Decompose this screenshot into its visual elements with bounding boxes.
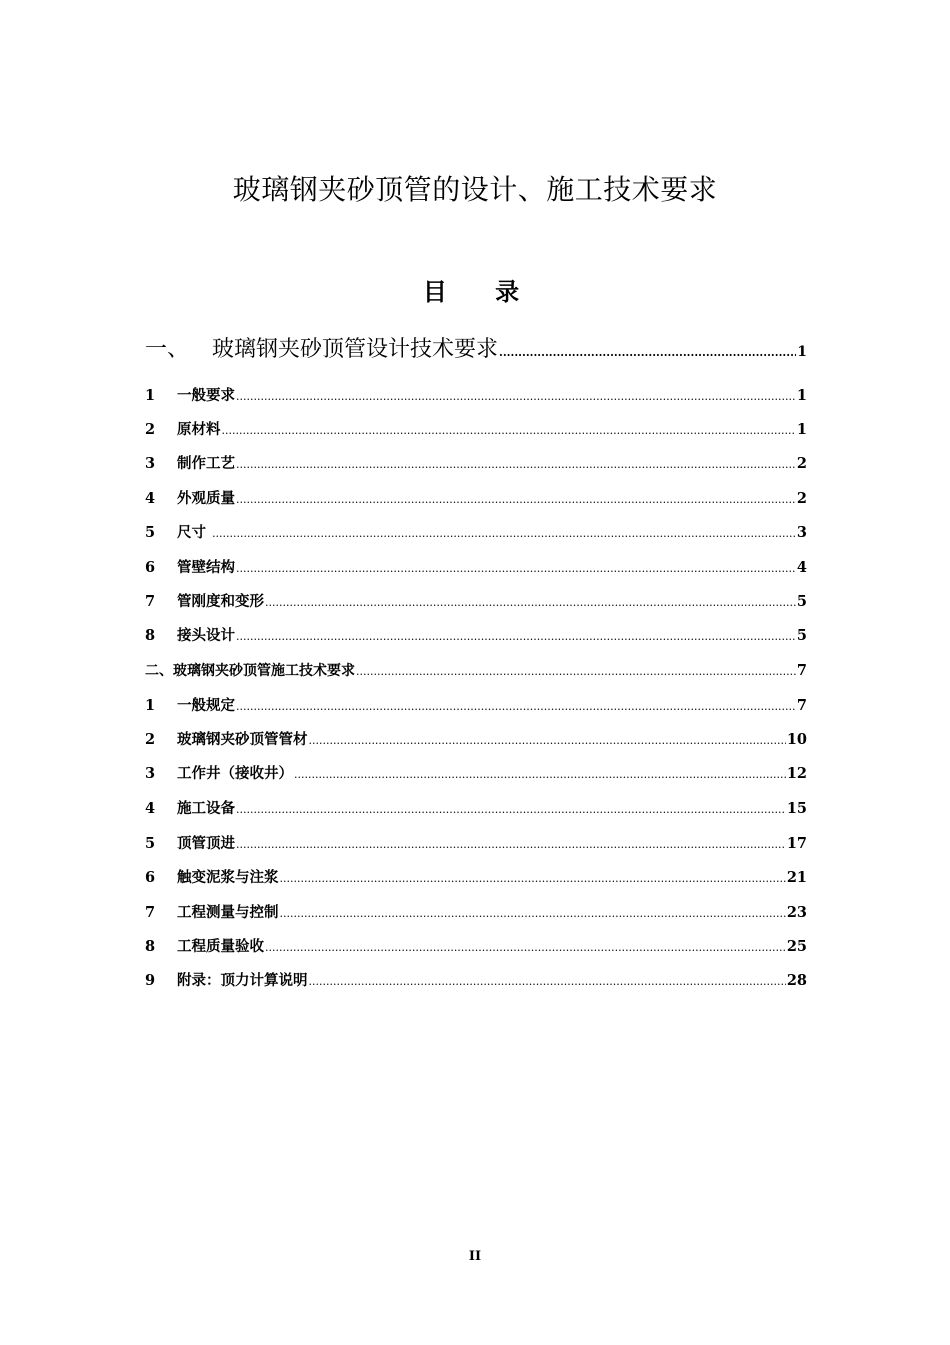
toc-entry-page: 7 [796, 697, 807, 714]
toc-entry-number: 1 [145, 387, 156, 404]
toc-entry-label: 工作井（接收井） [177, 765, 293, 782]
document-title: 玻璃钢夹砂顶管的设计、施工技术要求 [232, 173, 718, 206]
toc-entry[interactable] [145, 799, 807, 820]
toc-entry-page: 28 [786, 972, 807, 989]
toc-entry-label: 触变泥浆与注浆 [177, 869, 279, 886]
toc-entry[interactable] [145, 489, 807, 510]
toc-entry[interactable] [145, 868, 807, 889]
toc-entry-page: 1 [796, 421, 807, 438]
toc-entry[interactable] [145, 834, 807, 855]
toc-entry-number: 3 [145, 765, 156, 782]
toc-entry-label: 一般规定 [177, 697, 235, 714]
toc-entry-number: 8 [145, 627, 156, 644]
toc-entry-page: 3 [796, 524, 807, 541]
toc-entry-page: 2 [796, 455, 807, 472]
toc-entry-label: 施工设备 [177, 800, 235, 817]
toc-entry[interactable] [145, 696, 807, 717]
toc-entry-number: 6 [145, 559, 156, 576]
toc-entry-page: 7 [796, 662, 807, 679]
toc-entry-page: 5 [796, 593, 807, 610]
toc-entry-label: 尺寸 [177, 524, 212, 541]
toc-leader-dots [236, 835, 786, 855]
toc-entry-number: 5 [145, 524, 156, 541]
toc-leader-dots [499, 339, 796, 367]
toc-entry[interactable] [145, 336, 807, 367]
toc-leader-dots [280, 869, 786, 889]
toc-entry-label: 管壁结构 [177, 559, 235, 576]
toc-entry-page: 1 [797, 344, 807, 360]
toc-entry-label: 玻璃钢夹砂顶管管材 [177, 731, 308, 748]
toc-entry[interactable] [145, 454, 807, 475]
toc-entry-label: 玻璃钢夹砂顶管设计技术要求 [212, 337, 499, 362]
toc-entry-number: 4 [145, 800, 156, 817]
toc-entry[interactable] [145, 971, 807, 992]
toc-leader-dots [212, 524, 796, 544]
toc-entry[interactable] [145, 661, 807, 682]
toc-entry[interactable] [145, 937, 807, 958]
toc-entry-page: 17 [786, 835, 807, 852]
toc-entry-number: 7 [145, 904, 156, 921]
toc-entry[interactable] [145, 386, 807, 407]
toc-entry-label: 原材料 [177, 421, 221, 438]
toc-entry-label: 一般要求 [177, 387, 235, 404]
toc-entry-label: 外观质量 [177, 490, 235, 507]
toc-leader-dots [356, 662, 796, 682]
toc-leader-dots [236, 455, 796, 475]
toc-leader-dots [294, 765, 786, 785]
toc-entry-number: 6 [145, 869, 156, 886]
toc-entry-page: 10 [786, 731, 807, 748]
toc-entry-page: 2 [796, 490, 807, 507]
toc-leader-dots [265, 593, 796, 613]
toc-entry-page: 21 [786, 869, 807, 886]
toc-entry-page: 5 [796, 627, 807, 644]
toc-entry-label: 附录：顶力计算说明 [177, 972, 308, 989]
toc-heading: 目 录 [422, 277, 540, 306]
toc-entry-label: 制作工艺 [177, 455, 235, 472]
toc-leader-dots [236, 387, 796, 407]
toc-entry-number: 2 [145, 421, 156, 438]
toc-entry-page: 1 [796, 387, 807, 404]
page-number: II [468, 1249, 482, 1264]
toc-leader-dots [236, 697, 796, 717]
toc-entry-number: 5 [145, 835, 156, 852]
toc-entry[interactable] [145, 592, 807, 613]
toc-entry-page: 23 [786, 904, 807, 921]
toc-entry-page: 25 [786, 938, 807, 955]
toc-entry-page: 15 [786, 800, 807, 817]
toc-entry-label: 二、玻璃钢夹砂顶管施工技术要求 [145, 663, 355, 679]
toc-entry[interactable] [145, 730, 807, 751]
toc-entry-number: 9 [145, 972, 156, 989]
toc-entry-number: 一、 [145, 337, 190, 362]
toc-leader-dots [236, 627, 796, 647]
toc-entry-number: 1 [145, 697, 156, 714]
toc-entry-number: 4 [145, 490, 156, 507]
toc-entry[interactable] [145, 558, 807, 579]
toc-entry-number: 2 [145, 731, 156, 748]
toc-entry[interactable] [145, 903, 807, 924]
toc-entry-number: 7 [145, 593, 156, 610]
toc-leader-dots [222, 421, 796, 441]
toc-entry[interactable] [145, 764, 807, 785]
toc-entry-label: 接头设计 [177, 627, 235, 644]
toc-entry-page: 12 [786, 765, 807, 782]
toc-entry[interactable] [145, 626, 807, 647]
toc-entry-label: 工程测量与控制 [177, 904, 279, 921]
toc-leader-dots [309, 972, 786, 992]
toc-entry[interactable] [145, 523, 807, 544]
toc-leader-dots [236, 559, 796, 579]
toc-entry-number: 8 [145, 938, 156, 955]
toc-leader-dots [309, 731, 786, 751]
toc-leader-dots [236, 490, 796, 510]
toc-entry-number: 3 [145, 455, 156, 472]
toc-entry-label: 工程质量验收 [177, 938, 264, 955]
toc-entry-page: 4 [796, 559, 807, 576]
toc-leader-dots [280, 904, 786, 924]
toc-leader-dots [265, 938, 786, 958]
toc-entry-label: 顶管顶进 [177, 835, 235, 852]
toc-leader-dots [236, 800, 786, 820]
toc-entry-label: 管刚度和变形 [177, 593, 264, 610]
toc-entry[interactable] [145, 420, 807, 441]
